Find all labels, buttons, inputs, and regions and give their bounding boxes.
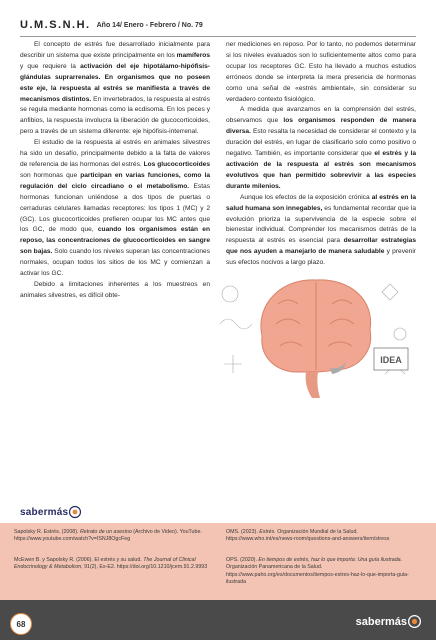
logo-mark-icon <box>68 505 82 519</box>
right-column <box>226 40 416 269</box>
page-header <box>20 14 416 36</box>
footer-logo <box>356 614 422 629</box>
header-divider <box>20 36 416 37</box>
logo-wordmark: sabermás <box>20 506 69 518</box>
sabermas-logo <box>20 505 82 519</box>
paragraph: Aunque los efectos de la exposición crónica al estrés en la salud humana son innegables, es fundamental recordar que la evolución prioriza la supervivencia de la especie sobre el bienestar individual. Comprender los mecanismos detrás de la respuesta al estrés es esencial para desarrollar estrategias que nos ayuden a manejarlo de manera saludable y prevenir sus efectos nocivos a largo plazo. <box>226 193 417 267</box>
paragraph: El estudio de la respuesta al estrés en animales silvestres ha sido un desafío, principalmente debido a la falta de valores de referencia de las hormonas del estrés. Los glucocorticoides son hormonas que participan en varias funciones, como la regulación del ciclo circadiano o el metabolismo. Estas hormonas funcionan uniéndose a dos tipos de puertas o cerraduras celulares llamadas receptores: los tipos 1 (MC) y 2 (GC). Los glucocorticoides prefieren ocupar los MC antes que los GC, de modo que, cuando los organismos están en reposo, las concentraciones de glucocorticoides en sangre son bajas. Solo cuando los niveles superan las concentraciones normales, ocupan todos los sitios de los MC y comienzan a activar los GC. <box>20 139 210 278</box>
page-number: 68 <box>10 613 32 635</box>
reference-item: OPS. (2020). En tiempos de estrés, haz lo que importa: Una guía ilustrada. Organización Panamericana de la Salud. https://www.paho.org/es/documentos/tiempos-estres-haz-lo-que-importa-guia-ilustrada <box>226 557 409 585</box>
paragraph: Debido a limitaciones inherentes a los muestreos en animales silvestres, es difícil obte- <box>20 280 210 299</box>
reference-item: Sapolsky R. Estrés. (2008). Retrato de un asesino (Archivo de Video). YouTube. https://www.youtube.com/watch?v=ISNJ8OgcFeg <box>14 529 202 543</box>
reference-item: OMS. (2023). Estrés. Organización Mundial de la Salud. https://www.who.int/es/news-room/questions-and-answers/item/stress <box>226 529 390 543</box>
publisher-name: U.M.S.N.H. <box>20 19 91 31</box>
brain-illustration <box>210 264 418 402</box>
reference-item: McEwen B. y Sapolsky R. (2006). El estrés y su salud. The Journal of Clinical Endocrinology & Metabolism, 91(2), Es-E2. https://doi.org/10.1210/jcem.91.2.9993 <box>14 557 208 571</box>
footer-logo-wordmark: sabermás <box>355 615 407 628</box>
paragraph: El concepto de estrés fue desarrollado inicialmente para describir un sistema que existe principalmente en los mamíferos y que requiere la activación del eje hipotálamo-hipófisis-glándulas suprarrenales. En organismos que no poseen este eje, la respuesta al estrés se manifiesta a través de mecanismos distintos. En invertebrados, la respuesta al estrés se regula mediante hormonas como la ecdisoma. En los peces y anfibios, la respuesta involucra la liberación de glucocorticoides, pero a través de un sistema diferente: eje hipófisis-interrenal. <box>20 41 211 136</box>
left-column <box>20 40 210 302</box>
references-box <box>0 523 436 600</box>
issue-info: Año 14/ Enero - Febrero / No. 79 <box>96 21 203 29</box>
paragraph: A medida que avanzamos en la comprensión del estrés, observamos que los organismos responden de manera diversa. Esto resalta la necesidad de considerar el contexto y la duración del estrés, en lugar de clasificarlo solo como positivo o negativo. También, es importante considerar que el estrés y la activación de la respuesta al estrés son mecanismos evolutivos que han permitido sobrevivir a las especies durante milenios. <box>226 106 417 190</box>
brain-icon <box>261 280 371 398</box>
footer-logo-mark-icon <box>407 614 422 629</box>
paragraph: ner mediciones en reposo. Por lo tanto, no podemos determinar si los niveles evaluados son lo suficientemente altos como para ocupar los receptores GC. Esto ha llevado a muchos estudios erróneos donde se interpreta la mera presencia de hormonas como una señal de «estrés ambiental», sin considerar su verdadero contexto fisiológico. <box>226 41 416 103</box>
idea-note <box>374 348 408 370</box>
idea-label: IDEA <box>380 355 402 365</box>
